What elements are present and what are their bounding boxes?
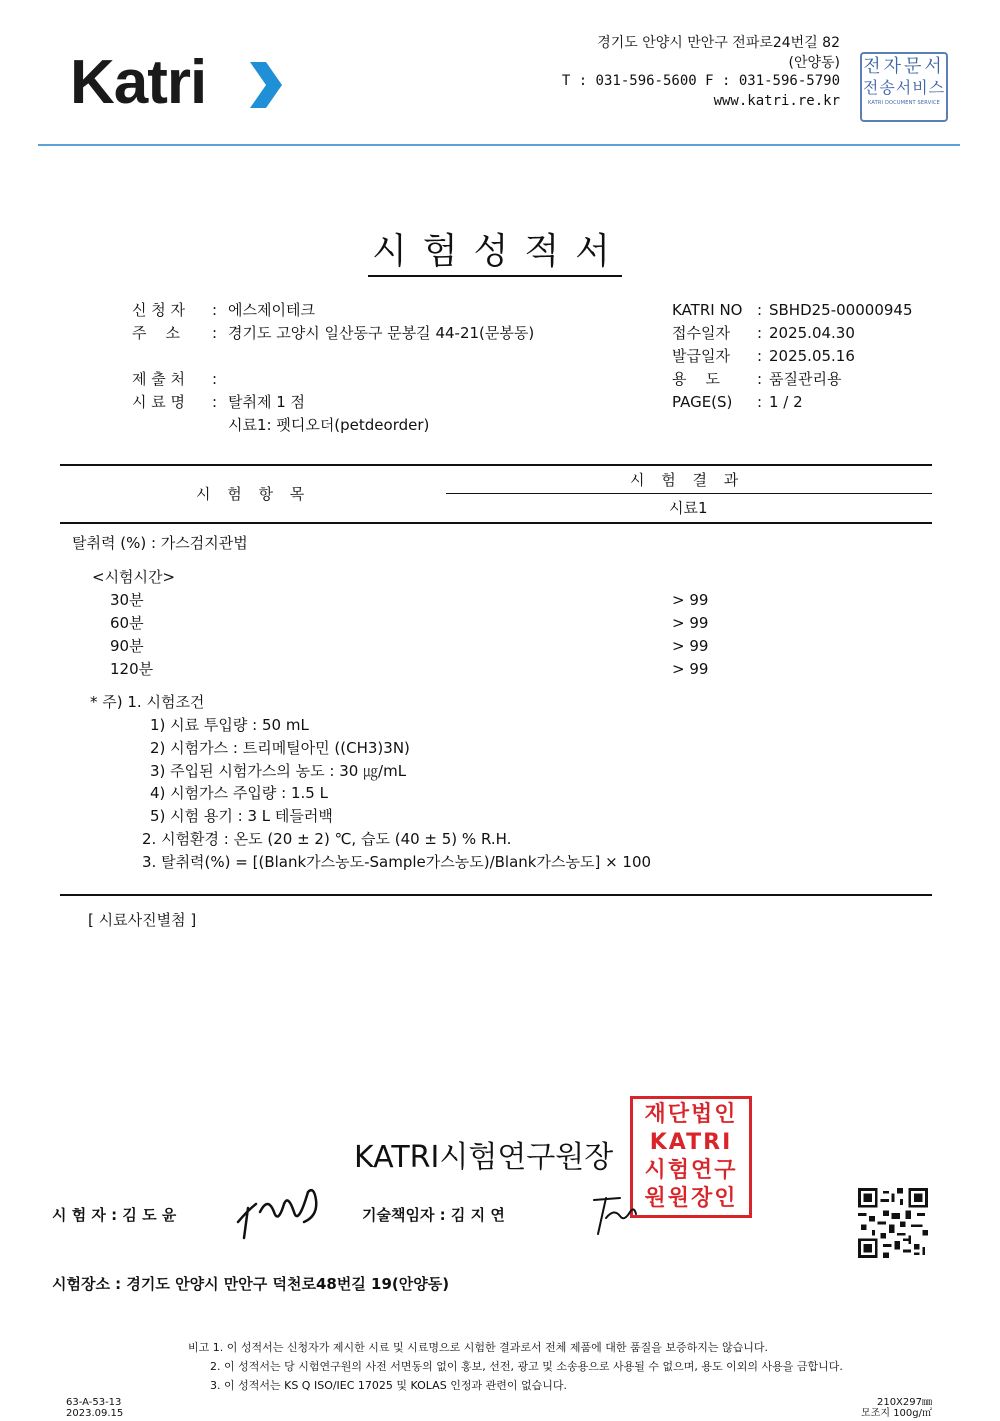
page-title: 시험성적서: [372, 231, 626, 272]
row-value: > 99: [672, 637, 709, 655]
row-time: 60분: [110, 614, 144, 632]
address-line-2: (안양동): [788, 55, 840, 71]
row-time: 30분: [110, 591, 144, 609]
report-no-colon: :: [757, 301, 763, 319]
address-value: 경기도 고양시 일산동구 문봉길 44-21(문봉동): [228, 324, 535, 342]
page-label: PAGE(S): [672, 393, 733, 411]
use-colon: :: [757, 370, 763, 388]
institute-title: KATRI시험연구원장: [354, 1140, 614, 1175]
tech-manager-signature: [590, 1190, 640, 1238]
sample-colon: :: [212, 393, 218, 411]
submit-label: 제 출 처: [132, 370, 186, 388]
received-value: 2025.04.30: [769, 324, 855, 342]
row-value: > 99: [672, 591, 709, 609]
note-line: 4) 시험가스 주입량 : 1.5 L: [150, 784, 328, 802]
row-time: 120분: [110, 660, 154, 678]
title-underline: [368, 275, 622, 277]
qr-code: [858, 1188, 928, 1258]
remark-3: 3. 이 성적서는 KS Q ISO/IEC 17025 및 KOLAS 인정과 관련이 없습니다.: [210, 1379, 567, 1392]
table-top-rule: [60, 464, 932, 466]
row-value: > 99: [672, 614, 709, 632]
header-divider: [38, 144, 960, 146]
tester-label: 시 험 자 : 김 도 윤: [52, 1206, 177, 1224]
website: www.katri.re.kr: [713, 93, 840, 109]
received-label: 접수일자: [672, 324, 730, 342]
issued-label: 발급일자: [672, 347, 730, 365]
report-no-value: SBHD25-00000945: [769, 301, 913, 319]
report-no-label: KATRI NO: [672, 301, 743, 319]
paper-weight: 모조지 100g/㎡: [861, 1408, 932, 1419]
received-colon: :: [757, 324, 763, 342]
seal-row-3: 시험연구: [644, 1158, 738, 1183]
remark-2: 2. 이 성적서는 당 시험연구원의 사전 서면동의 없이 홍보, 선전, 광고 및 소송용으로 사용될 수 없으며, 용도 이외의 사용을 금합니다.: [210, 1360, 843, 1373]
row-time: 90분: [110, 637, 144, 655]
form-code: 63-A-53-13: [66, 1397, 122, 1408]
note-heading: * 주) 1. 시험조건: [90, 693, 205, 711]
note-line: 2. 시험환경 : 온도 (20 ± 2) ℃, 습도 (40 ± 5) % R.H.: [142, 830, 512, 848]
e-doc-line-1: 전자문서: [863, 56, 945, 77]
tech-manager-label: 기술책임자 : 김 지 연: [362, 1206, 505, 1224]
remark-1: 비고 1. 이 성적서는 신청자가 제시한 시료 및 시료명으로 시험한 결과로서 전체 제품에 대한 품질을 보증하지는 않습니다.: [188, 1341, 768, 1354]
paper-size: 210X297㎜: [876, 1397, 932, 1408]
applicant-value: 에스제이테크: [228, 301, 315, 319]
test-name: 탈취력 (%) : 가스검지관법: [72, 534, 248, 552]
seal-row-4: 원원장인: [644, 1186, 738, 1211]
use-label: 용 도: [672, 370, 721, 388]
result-header: 시 험 결 과: [630, 471, 745, 489]
time-header: <시험시간>: [92, 568, 176, 586]
e-document-stamp: [860, 52, 948, 122]
address-colon: :: [212, 324, 218, 342]
page-value: 1 / 2: [769, 393, 803, 411]
sample-value: 탈취제 1 점: [228, 393, 306, 411]
applicant-colon: :: [212, 301, 218, 319]
note-line: 3. 탈취력(%) = [(Blank가스농도-Sample가스농도)/Blank가스농도] × 100: [142, 853, 652, 871]
sample-label: 시 료 명: [132, 393, 186, 411]
submit-colon: :: [212, 370, 218, 388]
seal-row-1: 재단법인: [644, 1102, 738, 1127]
address-line-1: 경기도 안양시 만안구 전파로24번길 82: [597, 35, 840, 51]
item-header: 시 험 항 목: [196, 485, 311, 503]
result-header-rule: [446, 493, 932, 494]
official-seal: [630, 1096, 752, 1218]
note-line: 2) 시험가스 : 트리메틸아민 ((CH3)3N): [150, 739, 410, 757]
tester-signature: [234, 1182, 324, 1242]
table-bottom-rule: [60, 894, 932, 896]
issued-colon: :: [757, 347, 763, 365]
e-doc-line-3: KATRI DOCUMENT SERVICE: [867, 100, 941, 106]
applicant-label: 신 청 자: [132, 301, 186, 319]
issued-value: 2025.05.16: [769, 347, 855, 365]
photo-note: [ 시료사진별첨 ]: [88, 911, 197, 929]
test-location: 시험장소 : 경기도 안양시 만안구 덕천로48번길 19(안양동): [52, 1275, 450, 1293]
note-line: 1) 시료 투입량 : 50 mL: [150, 716, 309, 734]
katri-logo: Katri: [70, 48, 207, 117]
phone-fax: T : 031-596-5600 F : 031-596-5790: [561, 73, 840, 89]
e-doc-line-2: 전송서비스: [862, 78, 946, 97]
address-label: 주 소: [132, 324, 181, 342]
note-line: 3) 주입된 시험가스의 농도 : 30 ㎍/mL: [150, 762, 407, 780]
sample-detail: 시료1: 펫디오더(petdeorder): [228, 416, 430, 434]
form-date: 2023.09.15: [66, 1408, 124, 1419]
table-header-rule: [60, 522, 932, 524]
note-line: 5) 시험 용기 : 3 L 테들러백: [150, 807, 333, 825]
seal-row-2: KATRI: [649, 1130, 733, 1155]
row-value: > 99: [672, 660, 709, 678]
chevron-right-icon: [246, 60, 286, 110]
page-colon: :: [757, 393, 763, 411]
sample-col-header: 시료1: [669, 499, 708, 517]
use-value: 품질관리용: [769, 370, 842, 388]
